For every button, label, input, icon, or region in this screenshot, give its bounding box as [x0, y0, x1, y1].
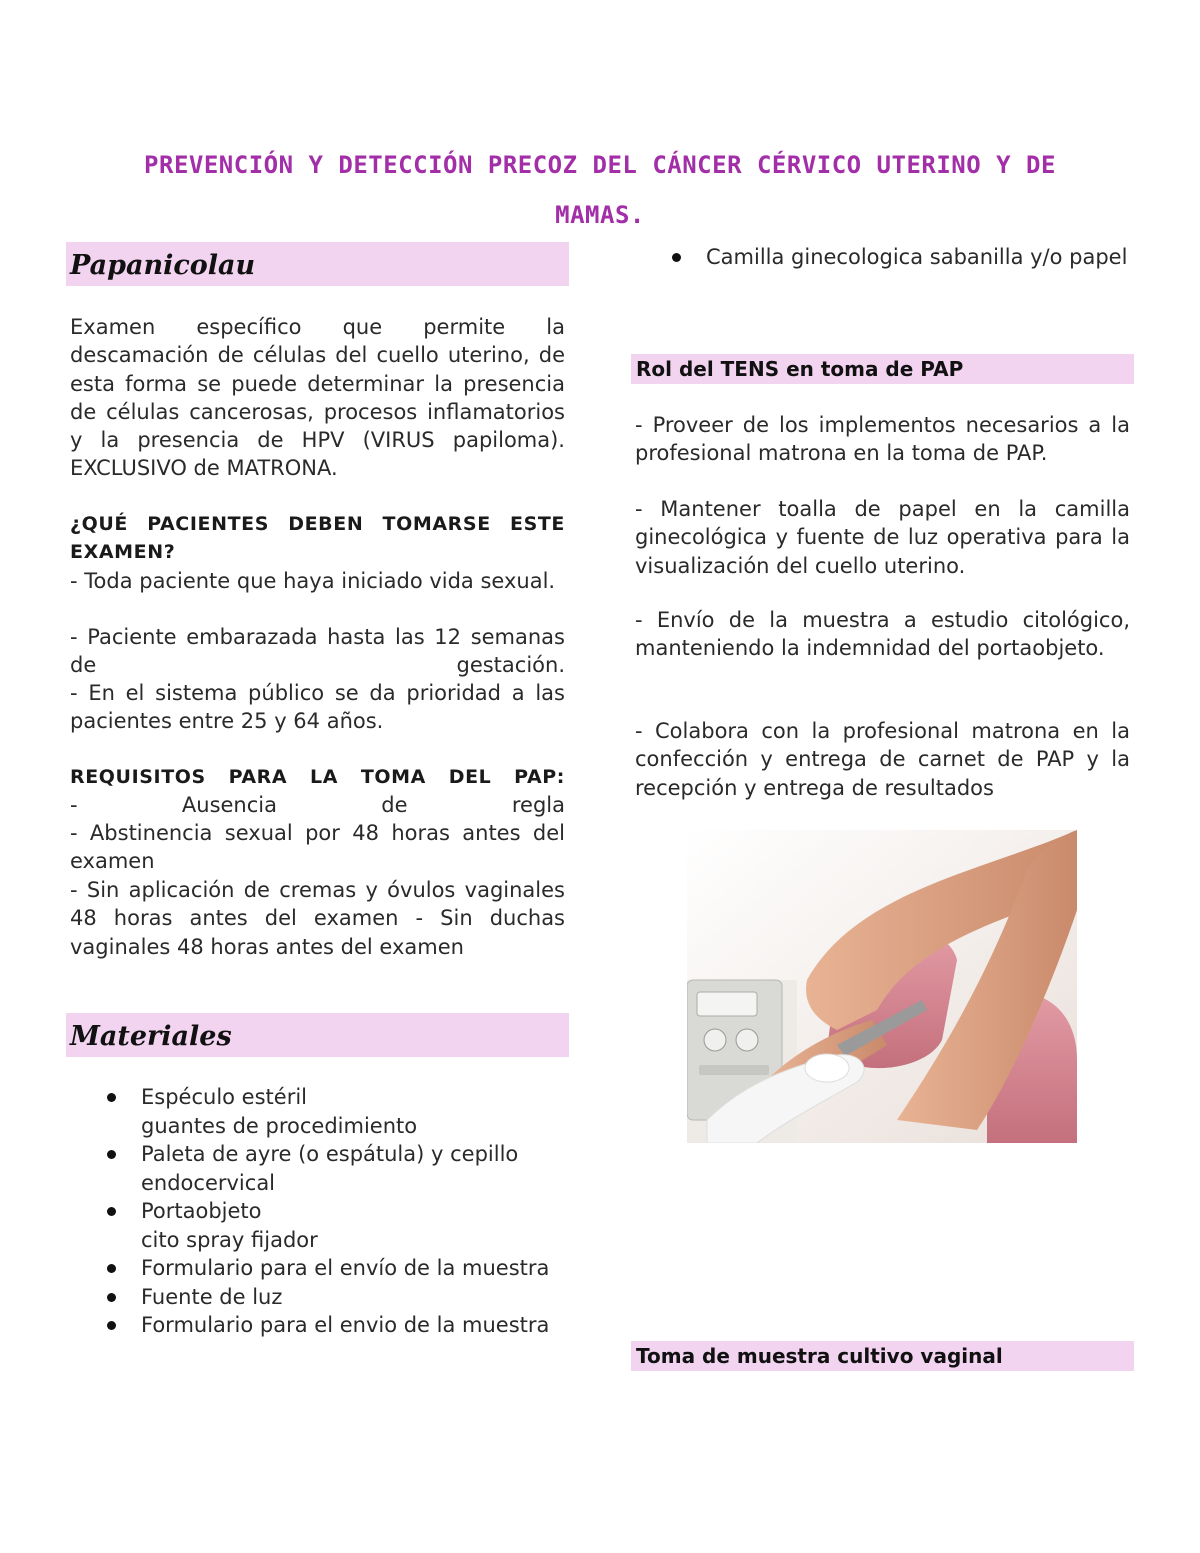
rol-item-3: - Envío de la muestra a estudio citológico, manteniendo la indemnidad del portaobjeto.: [635, 608, 1130, 661]
bullet-icon: [672, 253, 681, 262]
list-item: Formulario para el envío de la muestra: [105, 1254, 565, 1283]
list-item: cito spray fijador: [141, 1227, 318, 1252]
list-item: Espéculo estéril: [105, 1083, 565, 1112]
list-item: Camilla ginecologica sabanilla y/o papel: [670, 243, 1130, 272]
materiales-list: [105, 1083, 565, 1340]
rol-tens-heading: Rol del TENS en toma de PAP: [631, 354, 1134, 384]
bullet-icon: [107, 1093, 116, 1102]
cultivo-vaginal-heading: Toma de muestra cultivo vaginal: [631, 1341, 1134, 1371]
list-item: Portaobjeto: [105, 1197, 565, 1226]
list-item: Formulario para el envio de la muestra: [105, 1311, 565, 1340]
rol-item-2: - Mantener toalla de papel en la camilla ginecológica y fuente de luz operativa para la visualización del cuello uterino.: [635, 497, 1130, 578]
bullet-icon: [107, 1207, 116, 1216]
materiales-heading: Materiales: [66, 1013, 569, 1057]
rol-item-4: - Colabora con la profesional matrona en la confección y entrega de carnet de PAP y la recepción y entrega de resultados: [635, 719, 1130, 800]
patients-heading: ¿QUÉ PACIENTES DEBEN TOMARSE ESTE EXAMEN?: [70, 513, 565, 564]
bullet-icon: [107, 1321, 116, 1330]
bullet-icon: [107, 1264, 116, 1273]
gynecological-exam-photo: [687, 830, 1077, 1143]
patients-item-3: - En el sistema público se da prioridad a las pacientes entre 25 y 64 años.: [70, 681, 565, 734]
papanicolau-heading: Papanicolau: [66, 242, 569, 286]
requirements-heading: REQUISITOS PARA LA TOMA DEL PAP:: [70, 766, 565, 788]
list-item: Fuente de luz: [105, 1283, 565, 1312]
list-item: guantes de procedimiento: [141, 1113, 418, 1138]
list-item: Paleta de ayre (o espátula) y cepillo endocervical: [105, 1140, 565, 1197]
rol-item-1: - Proveer de los implementos necesarios a la profesional matrona en la toma de PAP.: [635, 413, 1130, 466]
bullet-icon: [107, 1293, 116, 1302]
requirements-item-3: - Sin aplicación de cremas y óvulos vaginales 48 horas antes del examen - Sin duchas vaginales 48 horas antes del examen: [70, 878, 565, 959]
requirements-item-2: - Abstinencia sexual por 48 horas antes del examen: [70, 821, 565, 874]
patients-item-1: - Toda paciente que haya iniciado vida sexual.: [70, 569, 556, 593]
patients-item-2: - Paciente embarazada hasta las 12 semanas de gestación.: [70, 625, 565, 678]
bullet-icon: [107, 1150, 116, 1159]
materiales-list-continued: [670, 243, 1130, 272]
requirements-item-1: - Ausencia de regla: [70, 793, 565, 817]
page-title: PREVENCIÓN Y DETECCIÓN PRECOZ DEL CÁNCER CÉRVICO UTERINO Y DE MAMAS.: [144, 151, 1056, 229]
papanicolau-description: Examen específico que permite la descamación de células del cuello uterino, de esta forma se puede determinar la presencia de células cancerosas, procesos inflamatorios y la presencia de HPV (VIRUS papiloma). EXCLUSIVO de MATRONA.: [70, 315, 565, 481]
